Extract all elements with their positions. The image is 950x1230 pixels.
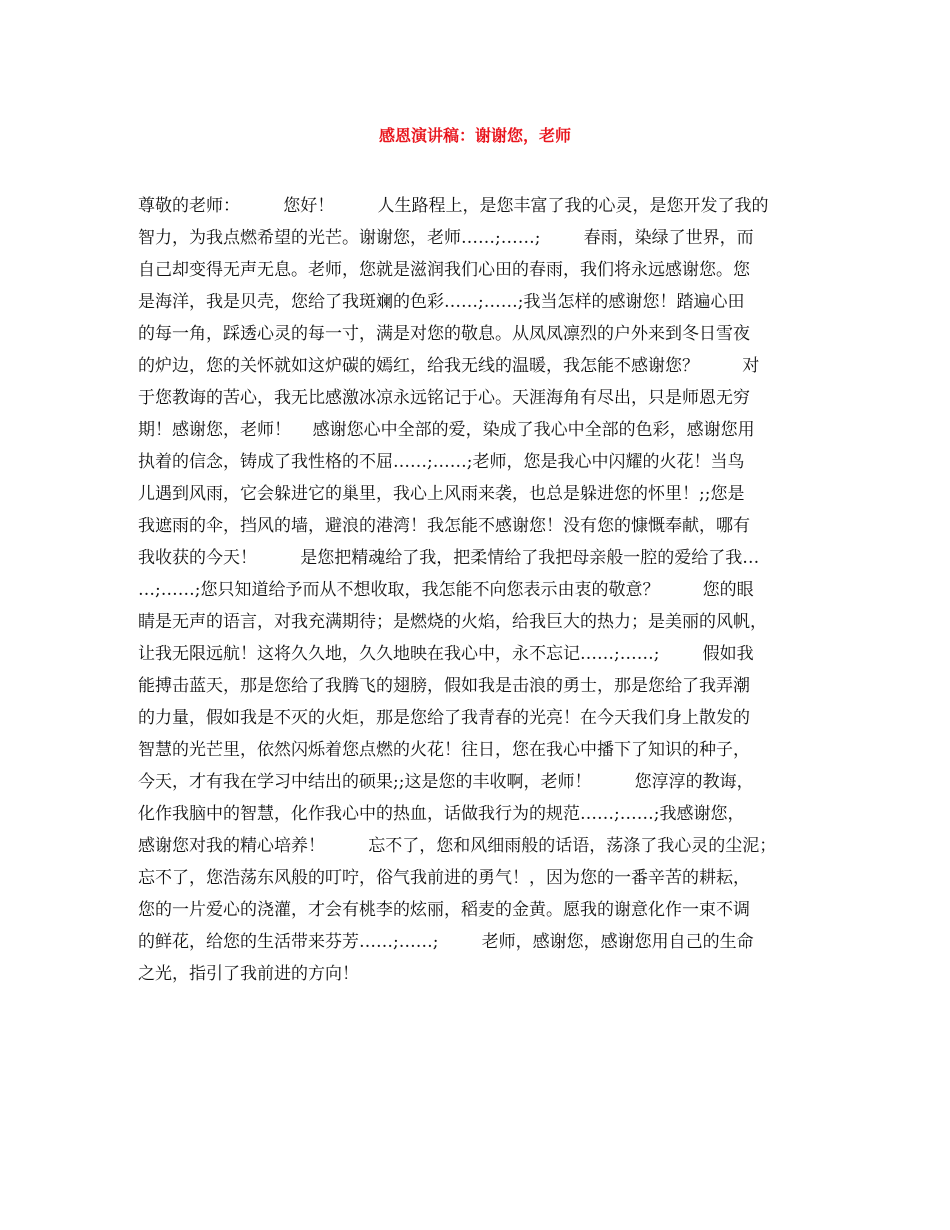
body-line-19: 今天，才有我在学习中结出的硕果;;这是您的丰收啊，老师！ 您淳淳的教诲， <box>138 772 754 792</box>
body-line-1: 尊敬的老师： 您好！ 人生路程上，是您丰富了我的心灵，是您开发了我的 <box>138 196 769 216</box>
document-body <box>138 190 813 990</box>
body-line-11: 我遮雨的伞，挡风的墙，避浪的港湾！我怎能不感谢您！没有您的慷慨奉献，哪有 <box>138 516 750 536</box>
body-line-16: 能搏击蓝天，那是您给了我腾飞的翅膀，假如我是击浪的勇士，那是您给了我弄潮 <box>138 676 750 696</box>
body-line-2: 智力，为我点燃希望的光芒。谢谢您，老师……;……; 春雨，染绿了世界，而 <box>138 228 754 248</box>
body-line-13: …;……;您只知道给予而从不想收取，我怎能不向您表示由衷的敬意？ 您的眼 <box>138 580 754 600</box>
body-line-17: 的力量，假如我是不灭的火炬，那是您给了我青春的光亮！在今天我们身上散发的 <box>138 708 750 728</box>
document-title: 感恩演讲稿：谢谢您，老师 <box>378 126 571 145</box>
body-line-21: 感谢您对我的精心培养！ 忘不了，您和风细雨般的话语，荡涤了我心灵的尘泥； <box>138 836 777 856</box>
body-line-3: 自己却变得无声无息。老师，您就是滋润我们心田的春雨，我们将永远感谢您。您 <box>138 260 750 280</box>
body-line-15: 让我无限远航！这将久久地，久久地映在我心中，永不忘记……;……; 假如我 <box>138 644 754 664</box>
body-line-23: 您的一片爱心的浇灌，才会有桃李的炫丽，稻麦的金黄。愿我的谢意化作一束不调 <box>138 900 750 920</box>
body-line-8: 期！感谢您，老师！ 感谢您心中全部的爱，染成了我心中全部的色彩，感谢您用 <box>138 420 755 440</box>
body-line-14: 睛是无声的语言，对我充满期待；是燃烧的火焰，给我巨大的热力；是美丽的风帆， <box>138 612 767 632</box>
body-line-20: 化作我脑中的智慧，化作我心中的热血，话做我行为的规范……;……;我感谢您， <box>138 804 745 824</box>
body-line-22: 忘不了，您浩荡东风般的叮咛，俗气我前进的勇气！，因为您的一番辛苦的耕耘， <box>138 868 750 888</box>
body-line-9: 执着的信念，铸成了我性格的不屈……;……;老师，您是我心中闪耀的火花！当鸟 <box>138 452 745 472</box>
body-line-25: 之光，指引了我前进的方向！ <box>138 964 359 984</box>
body-line-18: 智慧的光芒里，依然闪烁着您点燃的火花！往日，您在我心中播下了知识的种子， <box>138 740 750 760</box>
body-line-10: 儿遇到风雨，它会躲进它的巢里，我心上风雨来袭，也总是躲进您的怀里！;;您是 <box>138 484 745 504</box>
body-line-7: 于您教诲的苦心，我无比感激冰凉永远铭记于心。天涯海角有尽出，只是师恩无穷 <box>138 388 750 408</box>
body-line-24: 的鲜花，给您的生活带来芬芳……;……; 老师，感谢您，感谢您用自己的生命 <box>138 932 754 952</box>
body-line-5: 的每一角，踩透心灵的每一寸，满是对您的敬息。从凤凤凛烈的户外来到冬日雪夜 <box>138 324 750 344</box>
body-line-4: 是海洋，我是贝壳，您给了我斑斓的色彩……;……;我当怎样的感谢您！踏遍心田 <box>138 292 745 312</box>
body-line-6: 的炉边，您的关怀就如这炉碳的嫣红，给我无线的温暖，我怎能不感谢您？ 对 <box>138 356 760 376</box>
body-line-12: 我收获的今天！ 是您把精魂给了我，把柔情给了我把母亲般一腔的爱给了我… <box>138 548 760 568</box>
